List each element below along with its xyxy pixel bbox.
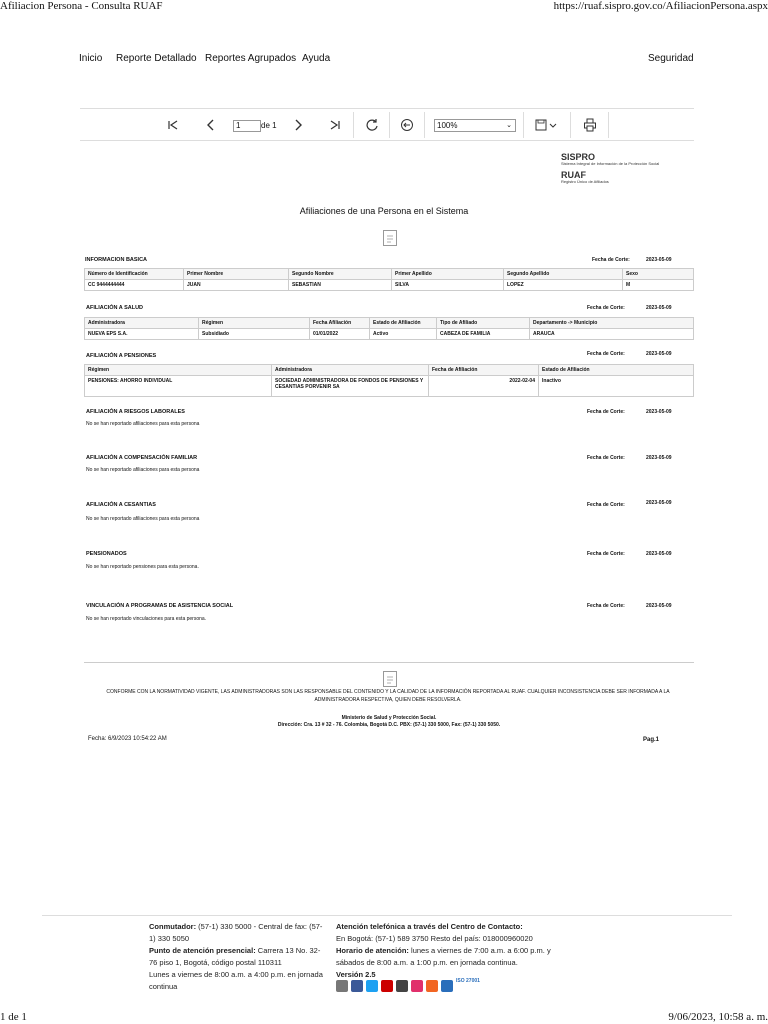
- back-to-parent-icon[interactable]: [398, 116, 416, 134]
- report-date: Fecha: 6/9/2023 10:54:22 AM: [88, 736, 167, 742]
- column-header: Régimen: [199, 318, 310, 329]
- cut-date: 2023-05-09: [646, 551, 672, 557]
- table-cell: SILVA: [392, 280, 504, 291]
- facebook-icon[interactable]: [351, 980, 363, 992]
- youtube-icon[interactable]: [381, 980, 393, 992]
- column-header: Fecha Afiliación: [310, 318, 370, 329]
- column-header: Primer Nombre: [184, 269, 289, 280]
- cut-label: Fecha de Corte:: [587, 305, 625, 311]
- cut-label: Fecha de Corte:: [592, 257, 630, 263]
- health-table: [84, 317, 694, 340]
- section-title-health: AFILIACIÓN A SALUD: [86, 305, 144, 311]
- toolbar-separator: [523, 112, 524, 138]
- ruaf-subtitle: Registro Único de Afiliados: [561, 179, 609, 184]
- nav-ayuda[interactable]: Ayuda: [302, 53, 331, 64]
- sispro-subtitle: Sistema Integral de Información de la Protección Social: [561, 161, 660, 166]
- column-header: Administradora: [272, 365, 429, 376]
- table-cell: JUAN: [184, 280, 289, 291]
- cut-label: Fecha de Corte:: [587, 455, 625, 461]
- section-title-pensioners: PENSIONADOS: [86, 551, 127, 557]
- column-header: Régimen: [85, 365, 272, 376]
- refresh-icon[interactable]: [363, 116, 381, 134]
- table-cell: PENSIONES: AHORRO INDIVIDUAL: [85, 376, 272, 397]
- previous-page-icon[interactable]: [202, 116, 220, 134]
- cut-label: Fecha de Corte:: [587, 351, 625, 357]
- contact-title: Atención telefónica a través del Centro de Contacto:: [336, 922, 523, 931]
- column-header: Fecha de Afiliación: [429, 365, 539, 376]
- version-text: Versión 2.5: [336, 970, 376, 979]
- column-header: Estado de Afiliación: [370, 318, 437, 329]
- toolbar-separator: [608, 112, 609, 138]
- table-cell: Activo: [370, 329, 437, 340]
- check-icon[interactable]: [441, 980, 453, 992]
- cut-date: 2023-05-09: [646, 351, 672, 357]
- column-header: Tipo de Afiliado: [437, 318, 530, 329]
- twitter-icon[interactable]: [366, 980, 378, 992]
- attention-label: Punto de atención presencial:: [149, 946, 256, 955]
- print-icon[interactable]: [336, 980, 348, 992]
- next-page-icon[interactable]: [289, 116, 307, 134]
- document-icon: [383, 230, 397, 246]
- ministry-name: Ministerio de Salud y Protección Social.: [341, 715, 437, 721]
- empty-note: No se han reportado vinculaciones para esta persona.: [86, 616, 207, 622]
- iso-badge: ISO 27001: [456, 978, 480, 984]
- cut-date: 2023-05-09: [646, 603, 672, 609]
- hours-text: Lunes a viernes de 8:00 a.m. a 4:00 p.m. en jornada continua: [149, 970, 323, 991]
- footer-right: [336, 921, 566, 981]
- table-cell: 2022-02-04: [429, 376, 539, 397]
- sispro-logo: SISPRO: [561, 152, 596, 162]
- column-header: Segundo Nombre: [289, 269, 392, 280]
- disclaimer: CONFORME CON LA NORMATIVIDAD VIGENTE, LAS ADMINISTRADORAS SON LAS RESPONSABLE DEL CONTENIDO Y LA CALIDAD DE LA INFORMACIÓN REPORTADA AL RUAF. CUALQUIER INCONSISTENCIA DEBE SER INFORMADA A LA ADMINISTRADORA RESPECTIVA, QUIEN DEBE RESOLVERLA.: [106, 689, 670, 703]
- empty-note: No se han reportado afiliaciones para esta persona: [86, 516, 200, 522]
- schedule-label: Horario de atención:: [336, 946, 409, 955]
- divider: [84, 662, 694, 663]
- instagram-icon[interactable]: [396, 980, 408, 992]
- column-header: Estado de Afiliación: [539, 365, 694, 376]
- report-title: Afiliaciones de una Persona en el Sistema: [299, 206, 469, 216]
- chevron-down-icon: ⌄: [506, 122, 512, 129]
- ruaf-logo: RUAF: [561, 170, 586, 180]
- nav-reporte-detallado[interactable]: Reporte Detallado: [116, 53, 197, 64]
- print-page-count: 1 de 1: [0, 1011, 27, 1023]
- section-title-pension: AFILIACIÓN A PENSIONES: [86, 353, 157, 359]
- cut-label: Fecha de Corte:: [587, 409, 625, 415]
- cut-label: Fecha de Corte:: [587, 551, 625, 557]
- cut-label: Fecha de Corte:: [587, 603, 625, 609]
- rss-icon[interactable]: [426, 980, 438, 992]
- table-cell: CC 9444444444: [85, 280, 184, 291]
- column-header: Departamento -> Municipio: [530, 318, 694, 329]
- cut-date: 2023-05-09: [646, 257, 672, 263]
- section-title-severance: AFILIACIÓN A CESANTIAS: [86, 502, 156, 508]
- column-header: Sexo: [623, 269, 694, 280]
- empty-note: No se han reportado pensiones para esta persona.: [86, 564, 199, 570]
- toolbar-separator: [570, 112, 571, 138]
- toolbar-separator: [389, 112, 390, 138]
- cut-label: Fecha de Corte:: [587, 502, 625, 508]
- table-header-row: [85, 365, 694, 376]
- empty-note: No se han reportado afiliaciones para esta persona: [86, 467, 200, 473]
- nav-inicio[interactable]: Inicio: [79, 53, 103, 64]
- section-title-basic: INFORMACION BASICA: [85, 257, 148, 263]
- cut-date: 2023-05-09: [646, 409, 672, 415]
- page-of-label: de 1: [261, 121, 277, 130]
- page-indicator: Pag.1: [643, 737, 660, 743]
- nav-reportes-agrupados[interactable]: Reportes Agrupados: [205, 53, 297, 64]
- column-header: Primer Apellido: [392, 269, 504, 280]
- table-cell: Inactivo: [539, 376, 694, 397]
- zoom-value: 100%: [437, 121, 458, 130]
- table-row: [85, 280, 694, 291]
- section-title-risks: AFILIACIÓN A RIESGOS LABORALES: [86, 409, 185, 415]
- basic-info-table: [84, 268, 694, 291]
- print-timestamp: 9/06/2023, 10:58 a. m.: [668, 1011, 768, 1023]
- column-header: Segundo Apellido: [504, 269, 623, 280]
- pension-table: [84, 364, 694, 397]
- contact-text: En Bogotá: (57-1) 589 3750 Resto del país: 018000960020: [336, 934, 533, 943]
- toolbar-bottom-border: [80, 140, 694, 141]
- table-header-row: [85, 269, 694, 280]
- table-cell: NUEVA EPS S.A.: [85, 329, 199, 340]
- first-page-icon[interactable]: [164, 116, 182, 134]
- toolbar-top-border: [80, 108, 694, 109]
- table-header-row: [85, 318, 694, 329]
- switchboard-label: Conmutador:: [149, 922, 197, 931]
- switchboard-text: (57-1) 330 5000 - Central de fax: (57-1) 330 5050: [149, 922, 323, 943]
- table-cell: SOCIEDAD ADMINISTRADORA DE FONDOS DE PENSIONES Y CESANTIAS PORVENIR SA: [272, 376, 429, 397]
- table-cell: SEBASTIAN: [289, 280, 392, 291]
- table-row: [85, 329, 694, 340]
- section-title-family: AFILIACIÓN A COMPENSACIÓN FAMILIAR: [86, 455, 198, 461]
- zoom-select[interactable]: [434, 119, 516, 132]
- table-cell: 01/01/2022: [310, 329, 370, 340]
- empty-note: No se han reportado afiliaciones para esta persona: [86, 421, 200, 427]
- schedule-text: lunes a viernes de 7:00 a.m. a 6:00 p.m. y sábados de 8:00 a.m. a 1:00 p.m. en jornada continua.: [336, 946, 551, 967]
- document-icon: [383, 671, 397, 687]
- column-header: Número de Identificación: [85, 269, 184, 280]
- table-cell: M: [623, 280, 694, 291]
- flickr-icon[interactable]: [411, 980, 423, 992]
- ministry-address: Dirección: Cra. 13 # 32 - 76. Colombia, Bogotá D.C. PBX: (57-1) 330 5000, Fax: (57-1) 330 5050.: [277, 722, 501, 728]
- cut-date: 2023-05-09: [646, 455, 672, 461]
- window-title: Afiliacion Persona - Consulta RUAF: [0, 0, 163, 12]
- table-cell: Subsidiado: [199, 329, 310, 340]
- column-header: Administradora: [85, 318, 199, 329]
- page-url: https://ruaf.sispro.gov.co/AfiliacionPersona.aspx: [553, 0, 768, 12]
- cut-date: 2023-05-09: [646, 500, 672, 506]
- table-cell: ARAUCA: [530, 329, 694, 340]
- export-save-icon[interactable]: [533, 116, 561, 134]
- table-cell: LOPEZ: [504, 280, 623, 291]
- last-page-icon[interactable]: [326, 116, 344, 134]
- table-row: [85, 376, 694, 397]
- toolbar-separator: [424, 112, 425, 138]
- toolbar-separator: [353, 112, 354, 138]
- attention-text: Carrera 13 No. 32-76 piso 1, Bogotá, código postal 110311: [149, 946, 321, 967]
- cut-date: 2023-05-09: [646, 305, 672, 311]
- table-cell: CABEZA DE FAMILIA: [437, 329, 530, 340]
- print-icon[interactable]: [581, 116, 599, 134]
- page-number-input[interactable]: 1: [233, 120, 261, 132]
- footer-divider: [42, 915, 732, 916]
- section-title-social: VINCULACIÓN A PROGRAMAS DE ASISTENCIA SOCIAL: [86, 603, 234, 609]
- nav-seguridad[interactable]: Seguridad: [648, 53, 694, 64]
- footer-left: [149, 921, 324, 993]
